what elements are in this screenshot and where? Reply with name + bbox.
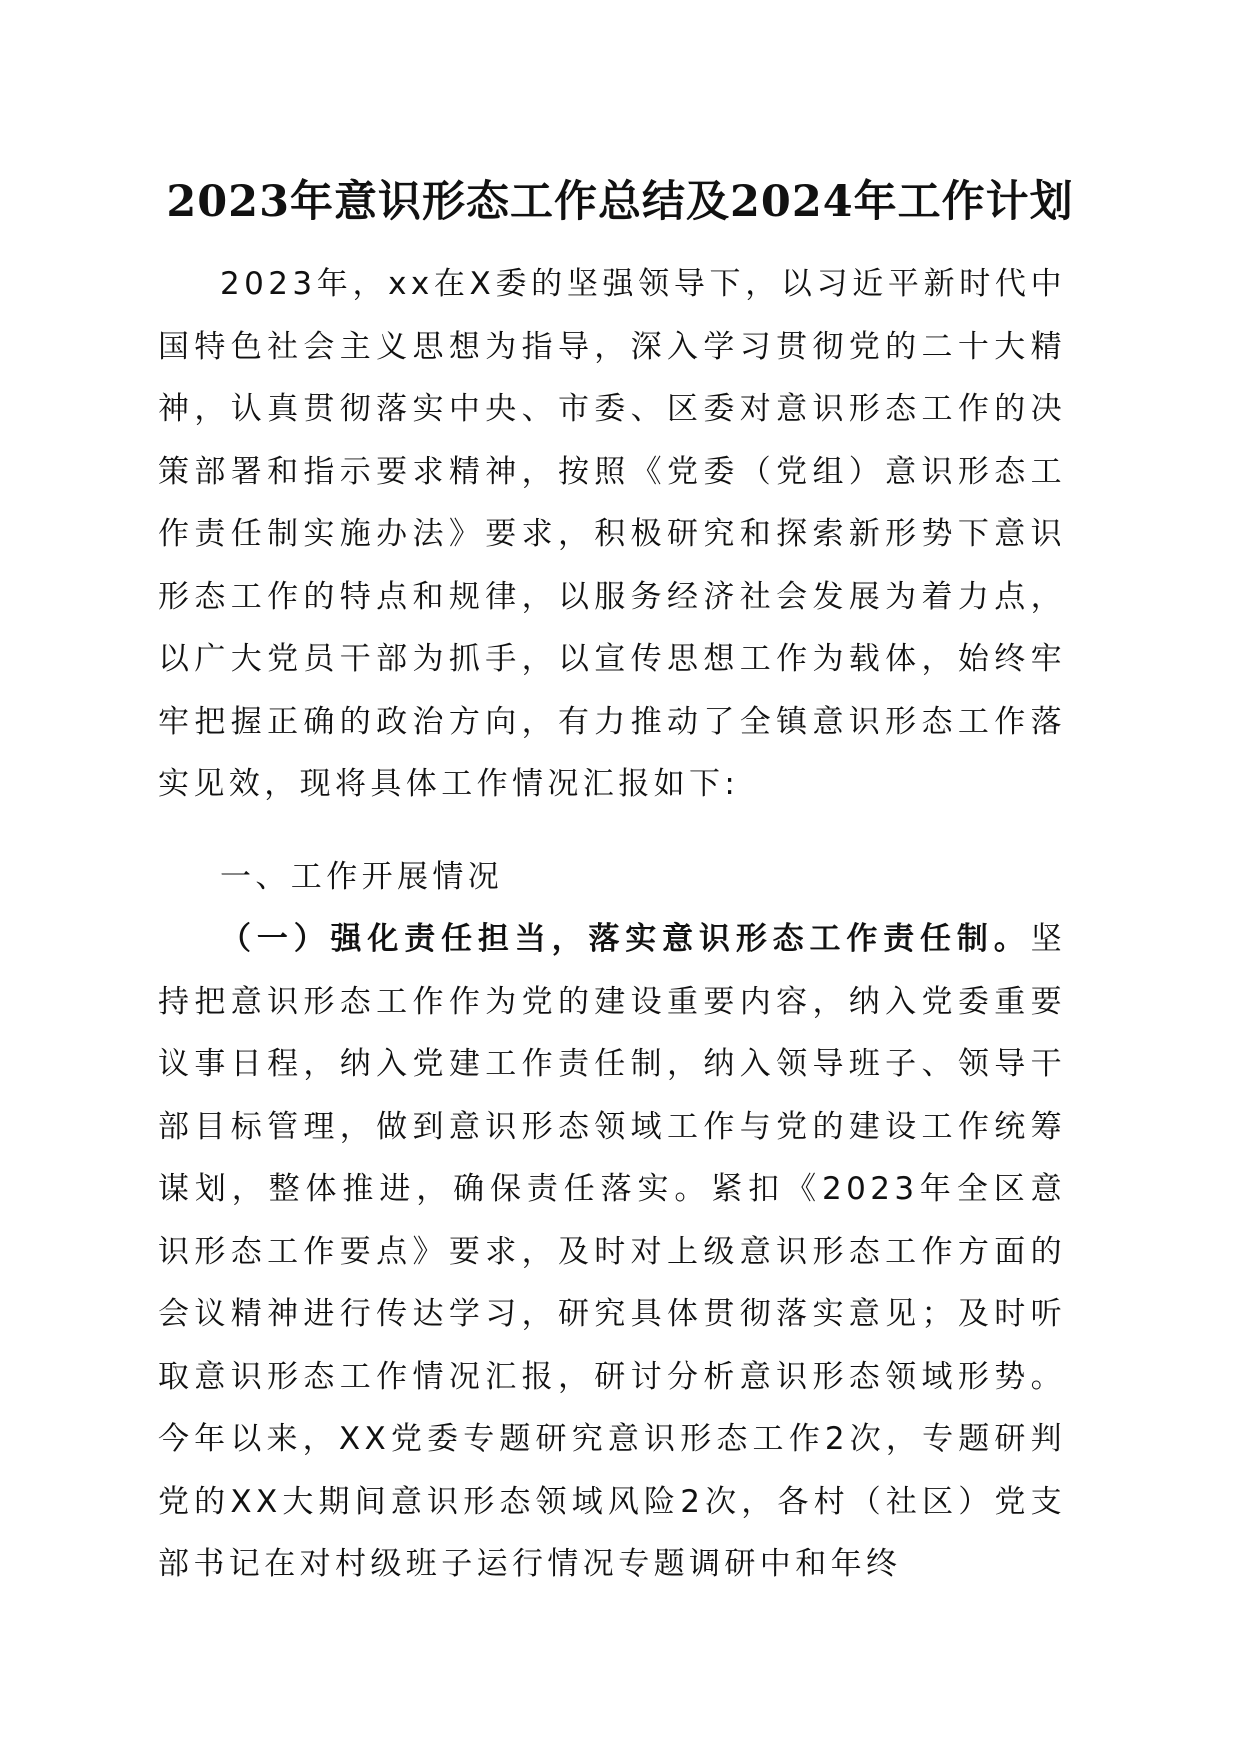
subsection-paragraph xyxy=(158,908,1066,1596)
subsection-lead: （一）强化责任担当，落实意识形态工作责任制。 xyxy=(220,921,1031,957)
section-heading: 一、工作开展情况 xyxy=(220,859,504,895)
subsection-body: 坚持把意识形态工作作为党的建设重要内容，纳入党委重要议事日程，纳入党建工作责任制，纳入领导班子、领导干部目标管理，做到意识形态领域工作与党的建设工作统筹谋划，整体推进，确保责任落实。紧扣《2023年全区意识形态工作要点》要求，及时对上级意识形态工作方面的会议精神进行传达学习，研究具体贯彻落实意见；及时听取意识形态工作情况汇报，研讨分析意识形态领域形势。今年以来，XX党委专题研究意识形态工作2次，专题研判党的XX大期间意识形态领域风险2次，各村（社区）党支部书记在对村级班子运行情况专题调研中和年终 xyxy=(158,921,1066,1582)
intro-paragraph: 2023年，xx在X委的坚强领导下，以习近平新时代中国特色社会主义思想为指导，深入学习贯彻党的二十大精神，认真贯彻落实中央、市委、区委对意识形态工作的决策部署和指示要求精神，按照《党委（党组）意识形态工作责任制实施办法》要求，积极研究和探索新形势下意识形态工作的特点和规律，以服务经济社会发展为着力点，以广大党员干部为抓手，以宣传思想工作为载体，始终牢牢把握正确的政治方向，有力推动了全镇意识形态工作落实见效，现将具体工作情况汇报如下: xyxy=(158,266,1066,802)
document-title: 2023年意识形态工作总结及2024年工作计划 xyxy=(166,177,1074,227)
